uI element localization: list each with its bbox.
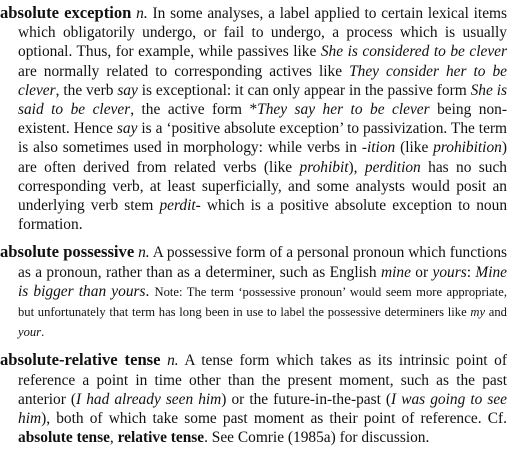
- italic-text: perdit-: [159, 197, 201, 215]
- note-italic-text: your: [18, 325, 42, 340]
- definition-text: In some analyses, a label applied to certain lexical items which obligatorily undergo, or fail to undergo, a process which is usually optional. Thus, for example, while passives like: [18, 5, 507, 61]
- entry-headword: absolute-relative tense: [0, 350, 161, 370]
- italic-text: Mine is bigger than yours: [18, 263, 507, 300]
- italic-text: They say her to be clever: [257, 101, 430, 119]
- italic-text: say: [116, 120, 138, 138]
- definition-text: A possessive form of a personal pronoun which functions as a pronoun, rather than as a determiner, such as English: [18, 244, 507, 281]
- definition-text: . See Comrie (1985a) for discussion.: [204, 429, 430, 447]
- note-italic-text: my: [470, 305, 486, 320]
- italic-text: say: [117, 81, 138, 99]
- definition-text: ),: [348, 158, 365, 176]
- dictionary-entry: [0, 242, 507, 342]
- italic-text: They consider her to be clever: [18, 62, 508, 99]
- definition-text: ), both of which take some past moment as their point of reference. Cf.: [41, 410, 507, 428]
- definition-text: , the verb: [55, 81, 118, 99]
- entry-definition: [18, 5, 507, 233]
- definition-text: is a ‘positive absolute exception’ to passivization. The term is also sometimes used in morphology: while verbs in: [18, 120, 507, 157]
- italic-text: perdition: [364, 158, 421, 176]
- definition-text: :: [466, 263, 476, 281]
- definition-text: A tense form which takes as its intrinsic point of reference a point in time other than the present moment, such as the past anterior (: [18, 352, 507, 408]
- italic-text: prohibit: [299, 158, 349, 176]
- definition-text: are normally related to corresponding actives like: [18, 62, 350, 80]
- definition-text: which is a positive absolute exception to noun formation.: [18, 197, 508, 234]
- cross-reference: relative tense: [117, 429, 205, 447]
- entry-headword: absolute possessive: [0, 242, 135, 262]
- definition-text: ) or the future-in-the-past (: [221, 390, 392, 408]
- definition-text: has no such corresponding verb, at least superficially, and some analysts would posit an underlying verb stem: [18, 158, 507, 215]
- dictionary-entry: [0, 3, 507, 234]
- part-of-speech: n.: [167, 352, 179, 370]
- definition-text: or: [410, 263, 433, 281]
- dictionary-entry: [0, 350, 507, 447]
- note-text: .: [41, 325, 45, 340]
- italic-text: prohibition: [433, 139, 502, 157]
- part-of-speech: n.: [138, 244, 150, 262]
- definition-text: ) are often derived from related verbs (like: [18, 139, 507, 176]
- note-text: The term ‘possessive pronoun’ would seem more appropriate, but unfortunately that term has long been in use to label the possessive determiners like: [18, 284, 507, 320]
- italic-text: yours: [432, 263, 467, 281]
- italic-text: mine: [380, 263, 411, 281]
- entry-headword: absolute exception: [0, 3, 132, 22]
- definition-text: .: [145, 282, 155, 300]
- definition-text: (like: [395, 139, 434, 157]
- italic-text: She is considered to be clever: [320, 43, 507, 61]
- part-of-speech: n.: [136, 5, 148, 22]
- italic-text: I was going to see him: [18, 390, 507, 428]
- definition-text: is exceptional: it can only appear in the passive form: [137, 81, 471, 99]
- cross-reference: absolute tense: [18, 429, 110, 447]
- italic-text: I had already seen him: [76, 390, 222, 408]
- note-label: Note:: [154, 284, 183, 299]
- note-text: and: [485, 305, 507, 320]
- italic-text: -ition: [361, 139, 396, 157]
- italic-text: She is said to be clever: [18, 81, 507, 119]
- definition-text: ,: [109, 429, 118, 447]
- definition-text: , the active form *: [130, 101, 258, 119]
- definition-text: being non-existent. Hence: [18, 101, 507, 138]
